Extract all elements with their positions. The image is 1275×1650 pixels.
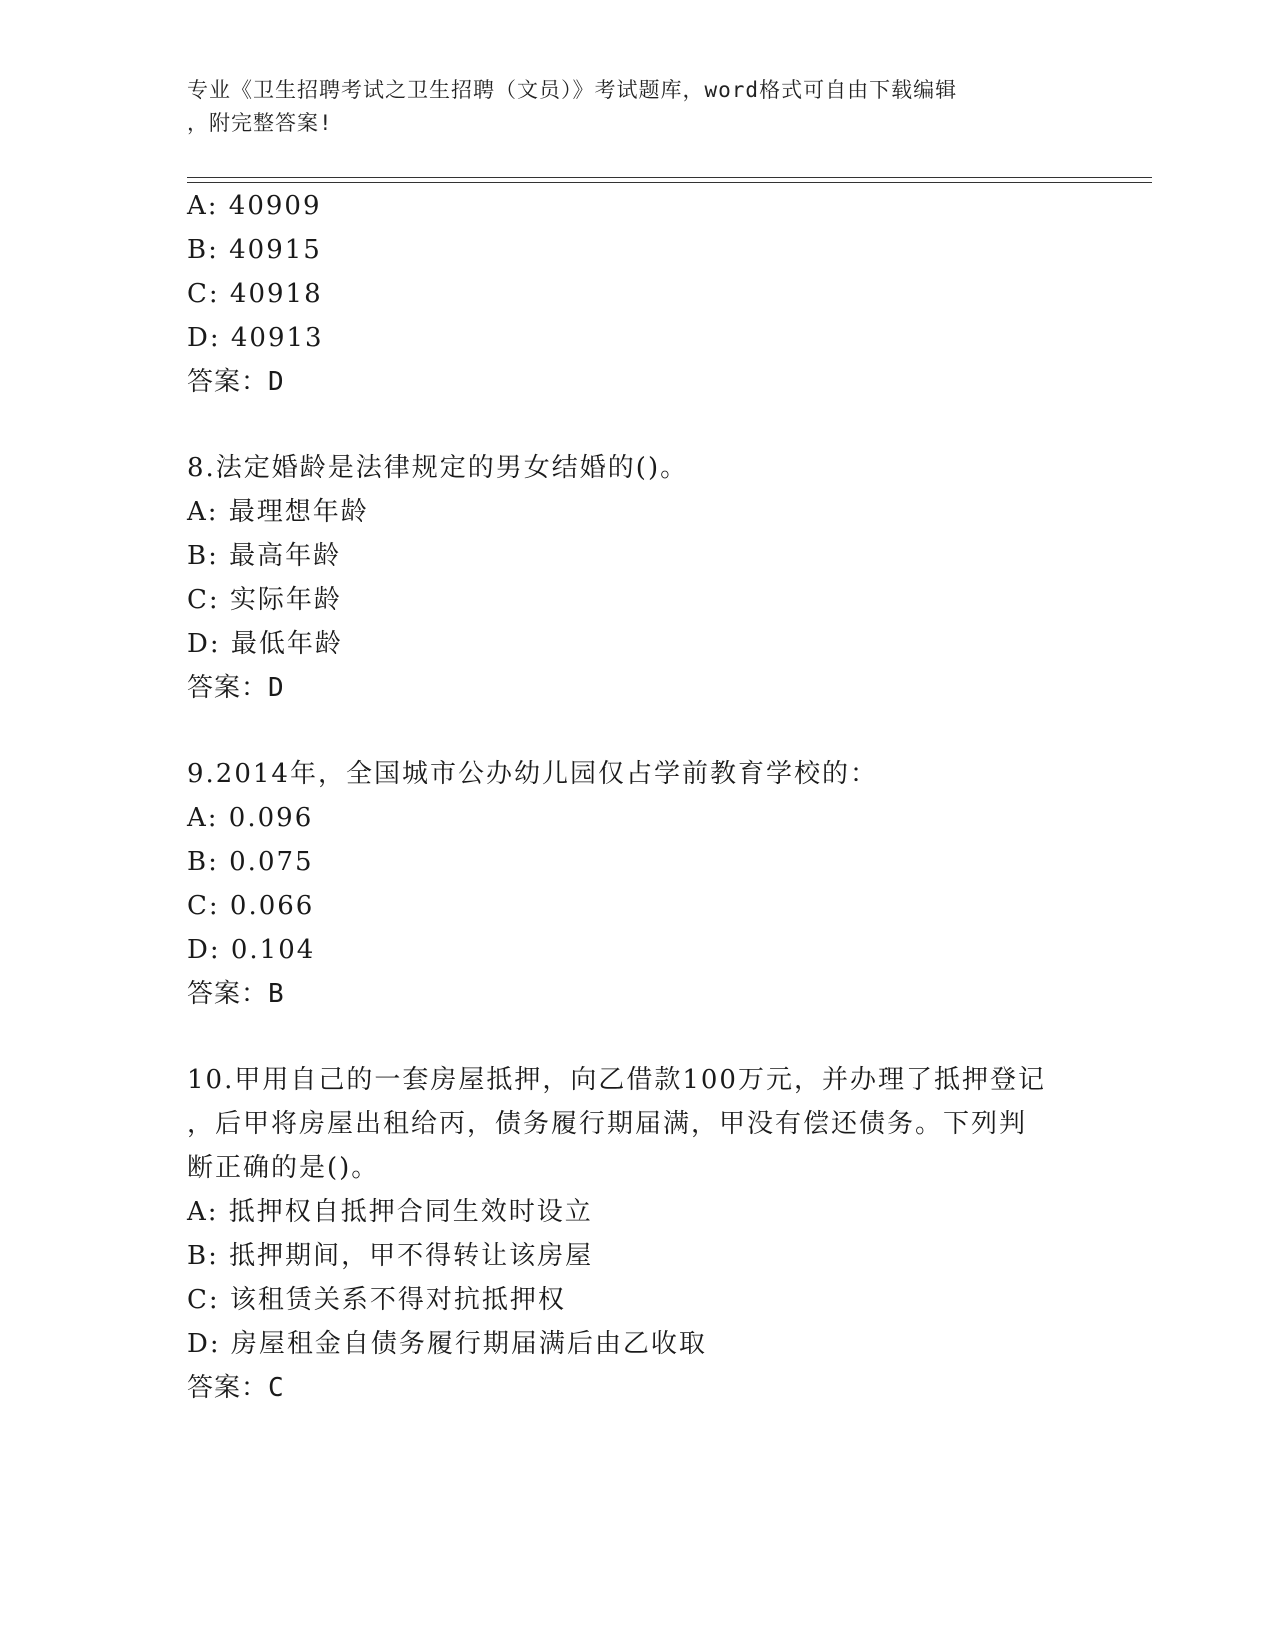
q9-stem: 9.2014年，全国城市公办幼儿园仅占学前教育学校的：	[187, 759, 878, 789]
q10-option-d: D: 房屋租金自债务履行期届满后由乙收取	[187, 1329, 707, 1359]
q8-option-a: A: 最理想年龄	[187, 497, 369, 527]
q10-option-c: C: 该租赁关系不得对抗抵押权	[187, 1285, 566, 1315]
q9-option-a: A: 0.096	[187, 803, 314, 833]
q8-option-c: C: 实际年龄	[187, 585, 342, 615]
q10-answer-label: 答案：	[187, 1373, 269, 1403]
q10-answer-value: C	[268, 1373, 285, 1403]
q9-answer	[187, 976, 285, 1012]
q8-answer	[187, 670, 285, 706]
header-line-1: 专业《卫生招聘考试之卫生招聘（文员）》考试题库，word格式可自由下载编辑	[187, 78, 958, 102]
q9-option-c: C: 0.066	[187, 891, 315, 921]
q7-answer	[187, 364, 285, 400]
q9-option-b: B: 0.075	[187, 847, 314, 877]
q9-answer-label: 答案：	[187, 979, 269, 1009]
q10-option-a: A: 抵押权自抵押合同生效时设立	[187, 1197, 593, 1227]
q9-answer-value: B	[268, 979, 285, 1009]
q8-answer-value: D	[268, 673, 285, 703]
q7-answer-value: D	[268, 367, 285, 397]
q7-option-c: C: 40918	[187, 279, 323, 309]
q10-stem-line-2: ，后甲将房屋出租给丙，债务履行期届满，甲没有偿还债务。下列判	[187, 1109, 1028, 1139]
q10-answer	[187, 1370, 285, 1406]
document-header	[187, 74, 1087, 140]
header-line-2: ，附完整答案!	[187, 111, 333, 135]
q8-answer-label: 答案：	[187, 673, 269, 703]
q7-answer-label: 答案：	[187, 367, 269, 397]
q7-option-a: A: 40909	[187, 191, 322, 221]
q9-option-d: D: 0.104	[187, 935, 316, 965]
q10-option-b: B: 抵押期间，甲不得转让该房屋	[187, 1241, 594, 1271]
header-divider-bottom	[187, 182, 1152, 183]
q10-stem-line-3: 断正确的是()。	[187, 1153, 380, 1183]
q7-option-d: D: 40913	[187, 323, 324, 353]
q10-stem-line-1: 10.甲用自己的一套房屋抵押，向乙借款100万元，并办理了抵押登记	[187, 1065, 1046, 1095]
q8-option-d: D: 最低年龄	[187, 629, 343, 659]
header-divider-top	[187, 177, 1152, 178]
q7-option-b: B: 40915	[187, 235, 322, 265]
q8-option-b: B: 最高年龄	[187, 541, 342, 571]
q8-stem: 8.法定婚龄是法律规定的男女结婚的()。	[187, 453, 689, 483]
